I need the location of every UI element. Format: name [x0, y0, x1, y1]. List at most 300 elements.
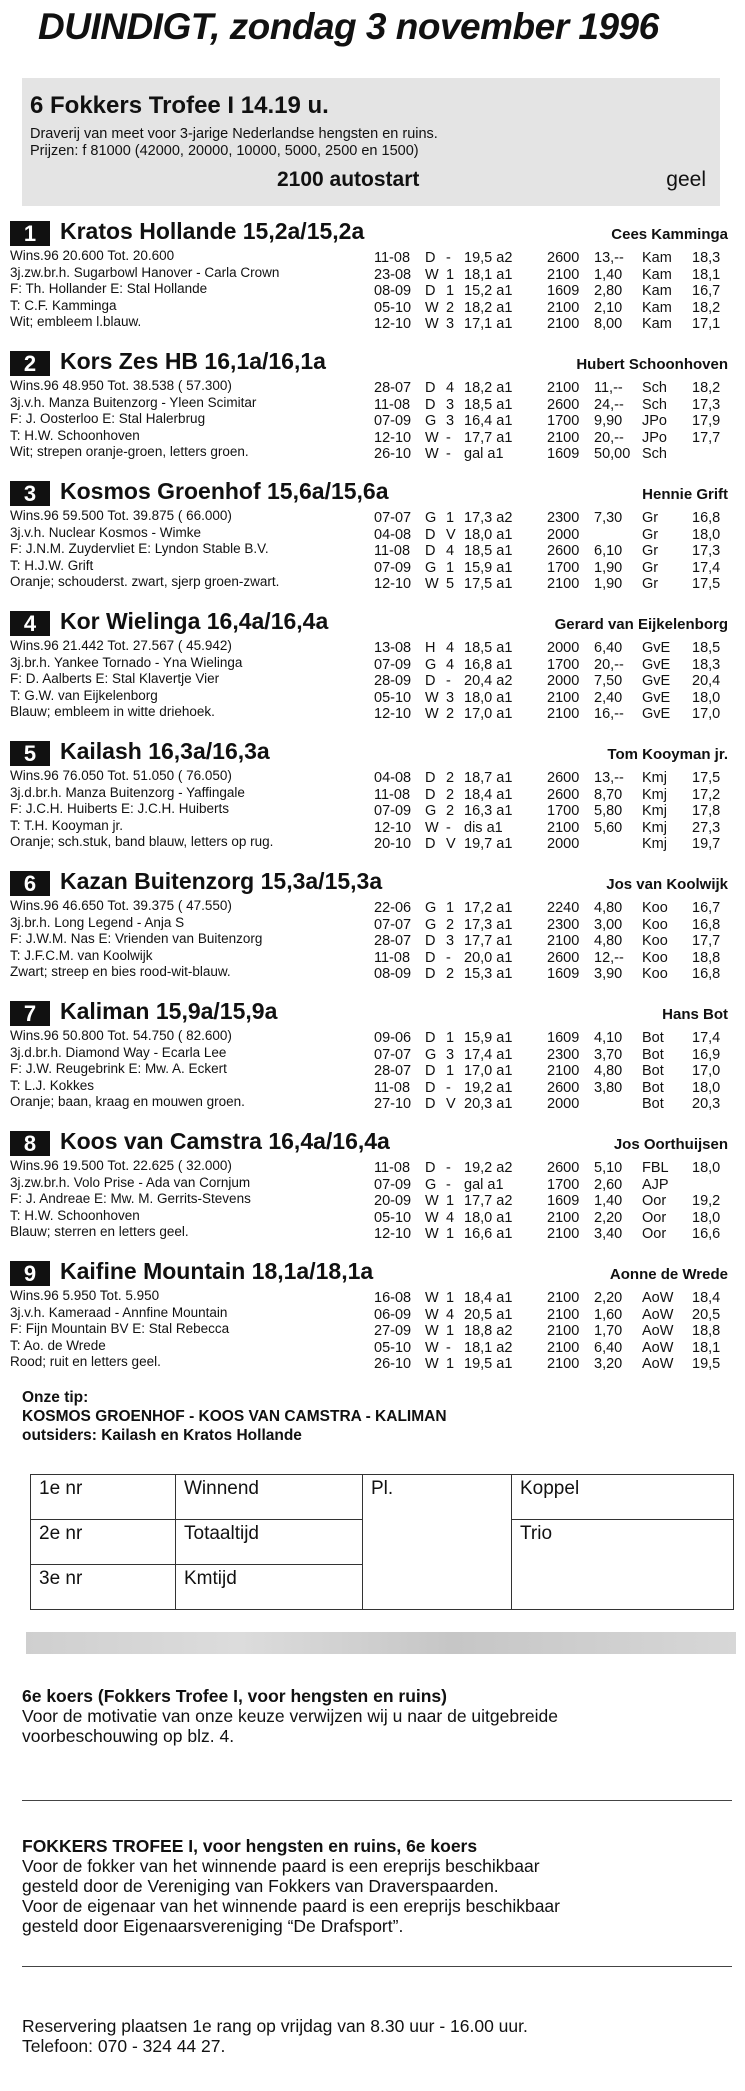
run-odds: 3,40: [594, 1226, 623, 1242]
run-time: 18,0 a1: [464, 1209, 513, 1226]
run-distance: 2000: [547, 673, 580, 689]
run-placing: 1: [446, 1290, 455, 1306]
run-date: 16-08: [374, 1290, 412, 1306]
horse-info-line: Wins.96 48.950 Tot. 38.538 ( 57.300): [10, 378, 232, 393]
run-track-condition: W: [425, 1323, 439, 1339]
run-row: [362, 690, 728, 707]
run-row: [362, 1226, 728, 1243]
run-driver: Gr: [642, 576, 659, 592]
horse-driver: Cees Kamminga: [611, 226, 728, 243]
run-kmtime: 20,5: [692, 1306, 721, 1323]
horse-entry: [10, 608, 728, 734]
horse-header: [10, 1258, 728, 1288]
run-track-condition: W: [425, 689, 439, 706]
horse-info-line: Oranje; sch.stuk, band blauw, letters op rug.: [10, 834, 274, 849]
run-time: 15,9 a1: [464, 1030, 513, 1046]
run-placing: -: [446, 446, 451, 462]
run-distance: 2100: [547, 1226, 580, 1242]
run-distance: 2100: [547, 380, 580, 396]
run-kmtime: 16,8: [692, 510, 721, 526]
run-kmtime: 17,1: [692, 316, 721, 332]
tip-section: [22, 1388, 447, 1445]
run-date: 27-09: [374, 1323, 412, 1339]
run-track-condition: D: [425, 966, 436, 982]
run-row: [362, 510, 728, 527]
run-kmtime: 27,3: [692, 819, 721, 836]
run-placing: V: [446, 526, 456, 543]
run-kmtime: 18,0: [692, 1209, 721, 1226]
run-date: 26-10: [374, 1356, 412, 1372]
run-track-condition: G: [425, 510, 437, 526]
run-track-condition: D: [425, 786, 436, 803]
run-time: 16,8 a1: [464, 656, 513, 673]
horse-number: 4: [10, 611, 50, 636]
run-distance: 2240: [547, 900, 580, 916]
horse-name: Koos van Camstra 16,4a/16,4a: [60, 1128, 390, 1154]
run-placing: 1: [446, 1063, 455, 1079]
run-placing: 2: [446, 786, 455, 803]
run-row: [362, 527, 728, 544]
run-kmtime: 19,5: [692, 1356, 721, 1372]
run-driver: GvE: [642, 640, 671, 656]
horse-info-line: F: Fijn Mountain BV E: Stal Rebecca: [10, 1321, 230, 1336]
run-placing: V: [446, 1096, 456, 1112]
run-odds: 4,80: [594, 1063, 623, 1079]
run-distance: 1700: [547, 656, 580, 673]
run-driver: GvE: [642, 689, 671, 706]
bet-row-2-nr: 2e nr: [31, 1520, 176, 1565]
run-date: 11-08: [374, 786, 411, 803]
run-row: [362, 1193, 728, 1210]
run-track-condition: W: [425, 316, 439, 332]
run-kmtime: 17,7: [692, 429, 721, 446]
run-date: 28-09: [374, 673, 412, 689]
run-odds: 24,--: [594, 396, 624, 413]
run-date: 07-07: [374, 510, 412, 526]
horse-info-line: Blauw; embleem in witte driehoek.: [10, 704, 215, 719]
run-kmtime: 17,4: [692, 559, 721, 576]
run-row: [362, 397, 728, 414]
run-track-condition: D: [425, 1079, 436, 1096]
run-distance: 1609: [547, 966, 580, 982]
run-distance: 2100: [547, 933, 580, 949]
run-placing: 2: [446, 706, 455, 722]
run-date: 11-08: [374, 1160, 411, 1176]
run-row: [362, 917, 728, 934]
bet-row-3-nr: 3e nr: [31, 1565, 176, 1610]
run-distance: 1700: [547, 1176, 580, 1193]
run-time: 18,5 a1: [464, 543, 513, 559]
run-kmtime: 18,8: [692, 1323, 721, 1339]
run-kmtime: 17,2: [692, 786, 721, 803]
run-time: dis a1: [464, 819, 503, 836]
run-time: 15,3 a1: [464, 966, 513, 982]
run-driver: AoW: [642, 1356, 674, 1372]
run-track-condition: D: [425, 673, 436, 689]
run-row: [362, 1290, 728, 1307]
run-time: 18,2 a1: [464, 380, 513, 396]
horse-info-line: T: T.H. Kooyman jr.: [10, 817, 124, 833]
recent-runs: [362, 380, 728, 463]
run-placing: -: [446, 673, 451, 689]
horse-info-line: Wins.96 21.442 Tot. 27.567 ( 45.942): [10, 638, 232, 653]
horse-info-line: Rood; ruit en letters geel.: [10, 1354, 161, 1369]
horse-entry: [10, 738, 728, 864]
run-driver: Oor: [642, 1193, 667, 1209]
run-track-condition: D: [425, 1063, 436, 1079]
run-distance: 2600: [547, 949, 580, 966]
run-date: 07-07: [374, 916, 412, 933]
horse-driver: Tom Kooyman jr.: [607, 746, 728, 763]
run-distance: 2600: [547, 1160, 580, 1176]
run-row: [362, 560, 728, 577]
race-description: [30, 126, 438, 160]
horse-info-line: F: J. Andreae E: Mw. M. Gerrits-Stevens: [10, 1191, 251, 1206]
run-distance: 2600: [547, 1079, 580, 1096]
horse-header: [10, 348, 728, 378]
run-row: [362, 1340, 728, 1357]
run-track-condition: G: [425, 1046, 437, 1063]
run-driver: Kam: [642, 316, 672, 332]
horse-name: Kazan Buitenzorg 15,3a/15,3a: [60, 868, 383, 894]
horse-info-line: T: Ao. de Wrede: [10, 1337, 106, 1353]
run-driver: Kmj: [642, 803, 667, 819]
run-odds: 4,80: [594, 933, 623, 949]
run-row: [362, 803, 728, 820]
horse-info-line: 3j.v.h. Manza Buitenzorg - Yleen Scimitar: [10, 394, 257, 410]
run-track-condition: D: [425, 543, 436, 559]
run-driver: Koo: [642, 966, 668, 982]
divider-line: [22, 1800, 732, 1801]
run-placing: 2: [446, 966, 455, 982]
run-odds: 3,80: [594, 1079, 623, 1096]
trophy-line-3: Voor de eigenaar van het winnende paard is een ereprijs beschikbaar: [22, 1896, 560, 1916]
run-driver: Gr: [642, 510, 659, 526]
run-row: [362, 1096, 728, 1113]
run-time: 15,9 a1: [464, 559, 513, 576]
run-odds: 3,70: [594, 1046, 623, 1063]
horse-info-line: T: L.J. Kokkes: [10, 1077, 95, 1093]
run-driver: AoW: [642, 1323, 674, 1339]
run-time: 18,7 a1: [464, 770, 513, 786]
race-header: [22, 78, 720, 206]
run-odds: 8,00: [594, 316, 623, 332]
run-odds: 5,60: [594, 819, 623, 836]
run-kmtime: 17,3: [692, 543, 721, 559]
run-date: 11-08: [374, 250, 411, 266]
run-distance: 2600: [547, 250, 580, 266]
motivation-line-1: Voor de motivatie van onze keuze verwijzen wij u naar de uitgebreide: [22, 1706, 559, 1726]
run-row: [362, 1047, 728, 1064]
run-track-condition: W: [425, 1193, 439, 1209]
run-row: [362, 640, 728, 657]
run-row: [362, 950, 728, 967]
run-track-condition: D: [425, 380, 436, 396]
recent-runs: [362, 1030, 728, 1113]
horse-name: Kors Zes HB 16,1a/16,1a: [60, 348, 326, 374]
bet-row-1-nr: 1e nr: [31, 1475, 176, 1520]
horse-info-line: Oranje; schouderst. zwart, sjerp groen-zwart.: [10, 574, 280, 589]
run-track-condition: G: [425, 656, 437, 673]
tip-outsiders: outsiders: Kailash en Kratos Hollande: [22, 1427, 302, 1444]
horse-info-line: Wins.96 19.500 Tot. 22.625 ( 32.000): [10, 1158, 232, 1173]
run-placing: 1: [446, 1030, 455, 1046]
run-odds: 1,70: [594, 1323, 623, 1339]
run-distance: 2100: [547, 1063, 580, 1079]
run-distance: 2300: [547, 1046, 580, 1063]
run-driver: Oor: [642, 1226, 667, 1242]
run-time: 18,5 a1: [464, 396, 513, 413]
run-odds: 5,80: [594, 803, 623, 819]
horse-name: Kor Wielinga 16,4a/16,4a: [60, 608, 329, 634]
run-row: [362, 933, 728, 950]
horse-name: Kratos Hollande 15,2a/15,2a: [60, 218, 365, 244]
horse-info-line: Wins.96 46.650 Tot. 39.375 ( 47.550): [10, 898, 232, 913]
run-distance: 2600: [547, 543, 580, 559]
run-time: 18,4 a1: [464, 786, 513, 803]
run-distance: 2100: [547, 819, 580, 836]
run-odds: 6,40: [594, 1339, 623, 1356]
run-odds: 12,--: [594, 949, 624, 966]
run-odds: 2,40: [594, 689, 623, 706]
run-time: 18,1 a2: [464, 1339, 513, 1356]
masthead: DUINDIGT, zondag 3 november 1996: [38, 6, 659, 47]
run-time: 20,0 a1: [464, 949, 513, 966]
run-time: 16,6 a1: [464, 1226, 513, 1242]
run-time: 16,4 a1: [464, 413, 513, 429]
horse-info: [10, 378, 370, 461]
run-time: 19,2 a2: [464, 1160, 513, 1176]
run-placing: 2: [446, 916, 455, 933]
horse-info-line: F: J.W. Reugebrink E: Mw. A. Eckert: [10, 1061, 227, 1076]
run-track-condition: D: [425, 283, 436, 299]
run-odds: 3,00: [594, 916, 623, 933]
horse-info-line: F: J.N.M. Zuydervliet E: Lyndon Stable B.V.: [10, 541, 269, 556]
divider-line: [22, 1966, 732, 1967]
run-track-condition: G: [425, 559, 437, 576]
run-time: gal a1: [464, 1176, 504, 1193]
run-time: 18,5 a1: [464, 640, 513, 656]
run-date: 12-10: [374, 576, 412, 592]
motivation-line-2: voorbeschouwing op blz. 4.: [22, 1726, 235, 1746]
horse-details: [10, 248, 728, 344]
horse-info-line: 3j.v.h. Nuclear Kosmos - Wimke: [10, 524, 202, 540]
run-time: 15,2 a1: [464, 283, 513, 299]
run-time: 19,2 a1: [464, 1079, 513, 1096]
horse-details: [10, 1158, 728, 1254]
race-prizes: Prijzen: f 81000 (42000, 20000, 10000, 5000, 2500 en 1500): [30, 143, 419, 159]
horse-info: [10, 898, 370, 981]
run-odds: 2,10: [594, 299, 623, 316]
run-kmtime: 18,8: [692, 949, 721, 966]
run-date: 04-08: [374, 770, 412, 786]
run-driver: Bot: [642, 1096, 664, 1112]
run-date: 07-09: [374, 803, 412, 819]
run-track-condition: W: [425, 1306, 439, 1323]
run-kmtime: 18,0: [692, 526, 721, 543]
horse-info-line: Wins.96 59.500 Tot. 39.875 ( 66.000): [10, 508, 232, 523]
run-row: [362, 1030, 728, 1047]
horse-entry: [10, 218, 728, 344]
run-placing: 5: [446, 576, 455, 592]
horse-entry: [10, 348, 728, 474]
run-time: 17,2 a1: [464, 900, 513, 916]
run-date: 07-09: [374, 559, 412, 576]
run-track-condition: G: [425, 413, 437, 429]
run-date: 08-09: [374, 283, 412, 299]
bet-winnend: Winnend: [176, 1475, 363, 1520]
run-driver: Gr: [642, 526, 659, 543]
run-odds: 11,--: [594, 380, 623, 396]
run-row: [362, 1080, 728, 1097]
horse-details: [10, 768, 728, 864]
horse-info-line: Wit; strepen oranje-groen, letters groen.: [10, 444, 249, 459]
run-kmtime: 17,0: [692, 1063, 721, 1079]
horse-info-line: 3j.zw.br.h. Volo Prise - Ada van Cornjum: [10, 1174, 251, 1190]
run-placing: 1: [446, 266, 455, 283]
tip-picks: KOSMOS GROENHOF - KOOS VAN CAMSTRA - KALIMAN: [22, 1408, 447, 1425]
reservation-phone: Telefoon: 070 - 324 44 27.: [22, 2036, 226, 2056]
run-odds: 16,--: [594, 706, 624, 722]
run-distance: 1700: [547, 559, 580, 576]
horse-info-line: 3j.v.h. Kameraad - Annfine Mountain: [10, 1304, 228, 1320]
horse-driver: Aonne de Wrede: [609, 1266, 728, 1283]
horse-number: 1: [10, 221, 50, 246]
run-date: 11-08: [374, 543, 411, 559]
run-driver: Koo: [642, 933, 668, 949]
run-placing: -: [446, 1339, 451, 1356]
run-driver: Kmj: [642, 786, 667, 803]
horse-name: Kosmos Groenhof 15,6a/15,6a: [60, 478, 389, 504]
run-row: [362, 413, 728, 430]
horse-details: [10, 508, 728, 604]
motivation-block: [22, 1686, 732, 1746]
run-time: 18,0 a1: [464, 689, 513, 706]
race-title: 6 Fokkers Trofee I 14.19 u.: [30, 92, 329, 119]
race-start-type: 2100 autostart: [277, 168, 420, 191]
run-distance: 2100: [547, 689, 580, 706]
run-odds: 6,10: [594, 543, 623, 559]
run-distance: 2100: [547, 576, 580, 592]
horse-list: [10, 218, 728, 1388]
horse-info: [10, 1158, 370, 1241]
horse-info-line: T: J.F.C.M. van Koolwijk: [10, 947, 153, 963]
run-kmtime: 18,1: [692, 266, 721, 283]
run-distance: 2000: [547, 1096, 580, 1112]
run-kmtime: 17,5: [692, 576, 721, 592]
horse-info: [10, 508, 370, 591]
run-track-condition: W: [425, 1356, 439, 1372]
run-date: 09-06: [374, 1030, 412, 1046]
run-driver: FBL: [642, 1160, 669, 1176]
run-driver: Sch: [642, 396, 667, 413]
run-kmtime: 16,8: [692, 966, 721, 982]
horse-info-line: 3j.zw.br.h. Sugarbowl Hanover - Carla Crown: [10, 264, 280, 280]
run-odds: 1,90: [594, 559, 623, 576]
horse-number: 7: [10, 1001, 50, 1026]
run-odds: 4,80: [594, 900, 623, 916]
run-driver: Kam: [642, 283, 672, 299]
run-kmtime: 16,9: [692, 1046, 721, 1063]
run-row: [362, 1160, 728, 1177]
run-driver: Koo: [642, 949, 668, 966]
run-kmtime: 18,0: [692, 1160, 721, 1176]
horse-info-line: F: J. Oosterloo E: Stal Halerbrug: [10, 411, 206, 426]
run-date: 11-08: [374, 396, 411, 413]
trophy-block: [22, 1836, 732, 1936]
run-driver: Koo: [642, 900, 668, 916]
horse-entry: [10, 1258, 728, 1384]
recent-runs: [362, 640, 728, 723]
run-kmtime: 19,2: [692, 1193, 721, 1209]
run-odds: 6,40: [594, 640, 623, 656]
horse-info: [10, 768, 370, 851]
run-odds: 20,--: [594, 656, 624, 673]
horse-info-line: 3j.d.br.h. Diamond Way - Ecarla Lee: [10, 1044, 227, 1060]
run-track-condition: D: [425, 1096, 436, 1112]
run-track-condition: W: [425, 1339, 439, 1356]
run-placing: 4: [446, 656, 455, 673]
run-date: 12-10: [374, 706, 412, 722]
run-track-condition: D: [425, 836, 436, 852]
run-driver: JPo: [642, 429, 667, 446]
run-distance: 2100: [547, 1209, 580, 1226]
run-kmtime: 20,4: [692, 673, 721, 689]
horse-number: 8: [10, 1131, 50, 1156]
run-time: 18,2 a1: [464, 299, 513, 316]
reservation-block: [22, 2016, 732, 2056]
run-row: [362, 900, 728, 917]
run-odds: 4,10: [594, 1030, 623, 1046]
run-track-condition: W: [425, 299, 439, 316]
run-row: [362, 673, 728, 690]
run-placing: 3: [446, 413, 455, 429]
horse-info-line: T: H.W. Schoonhoven: [10, 427, 140, 443]
horse-entry: [10, 868, 728, 994]
horse-number: 3: [10, 481, 50, 506]
run-track-condition: W: [425, 706, 439, 722]
run-date: 26-10: [374, 446, 412, 462]
trophy-line-4: gesteld door Eigenaarsvereniging “De Drafsport”.: [22, 1916, 404, 1936]
run-placing: 4: [446, 543, 455, 559]
run-date: 23-08: [374, 266, 412, 283]
horse-info-line: Oranje; baan, kraag en mouwen groen.: [10, 1094, 245, 1109]
run-distance: 2600: [547, 396, 580, 413]
run-placing: 4: [446, 380, 455, 396]
run-date: 04-08: [374, 526, 412, 543]
horse-info-line: F: Th. Hollander E: Stal Hollande: [10, 281, 208, 296]
run-placing: 2: [446, 770, 455, 786]
reservation-hours: Reservering plaatsen 1e rang op vrijdag van 8.30 uur - 16.00 uur.: [22, 2016, 528, 2036]
run-distance: 1700: [547, 803, 580, 819]
horse-details: [10, 898, 728, 994]
run-distance: 1609: [547, 446, 580, 462]
run-time: 20,5 a1: [464, 1306, 513, 1323]
run-distance: 1700: [547, 413, 580, 429]
horse-header: [10, 608, 728, 638]
run-driver: Kam: [642, 250, 672, 266]
run-time: gal a1: [464, 446, 504, 462]
run-track-condition: D: [425, 933, 436, 949]
recent-runs: [362, 770, 728, 853]
run-date: 08-09: [374, 966, 412, 982]
run-kmtime: 18,0: [692, 1079, 721, 1096]
run-driver: Koo: [642, 916, 668, 933]
run-row: [362, 430, 728, 447]
run-time: 17,3 a2: [464, 510, 513, 526]
run-row: [362, 1307, 728, 1324]
run-time: 17,4 a1: [464, 1046, 513, 1063]
